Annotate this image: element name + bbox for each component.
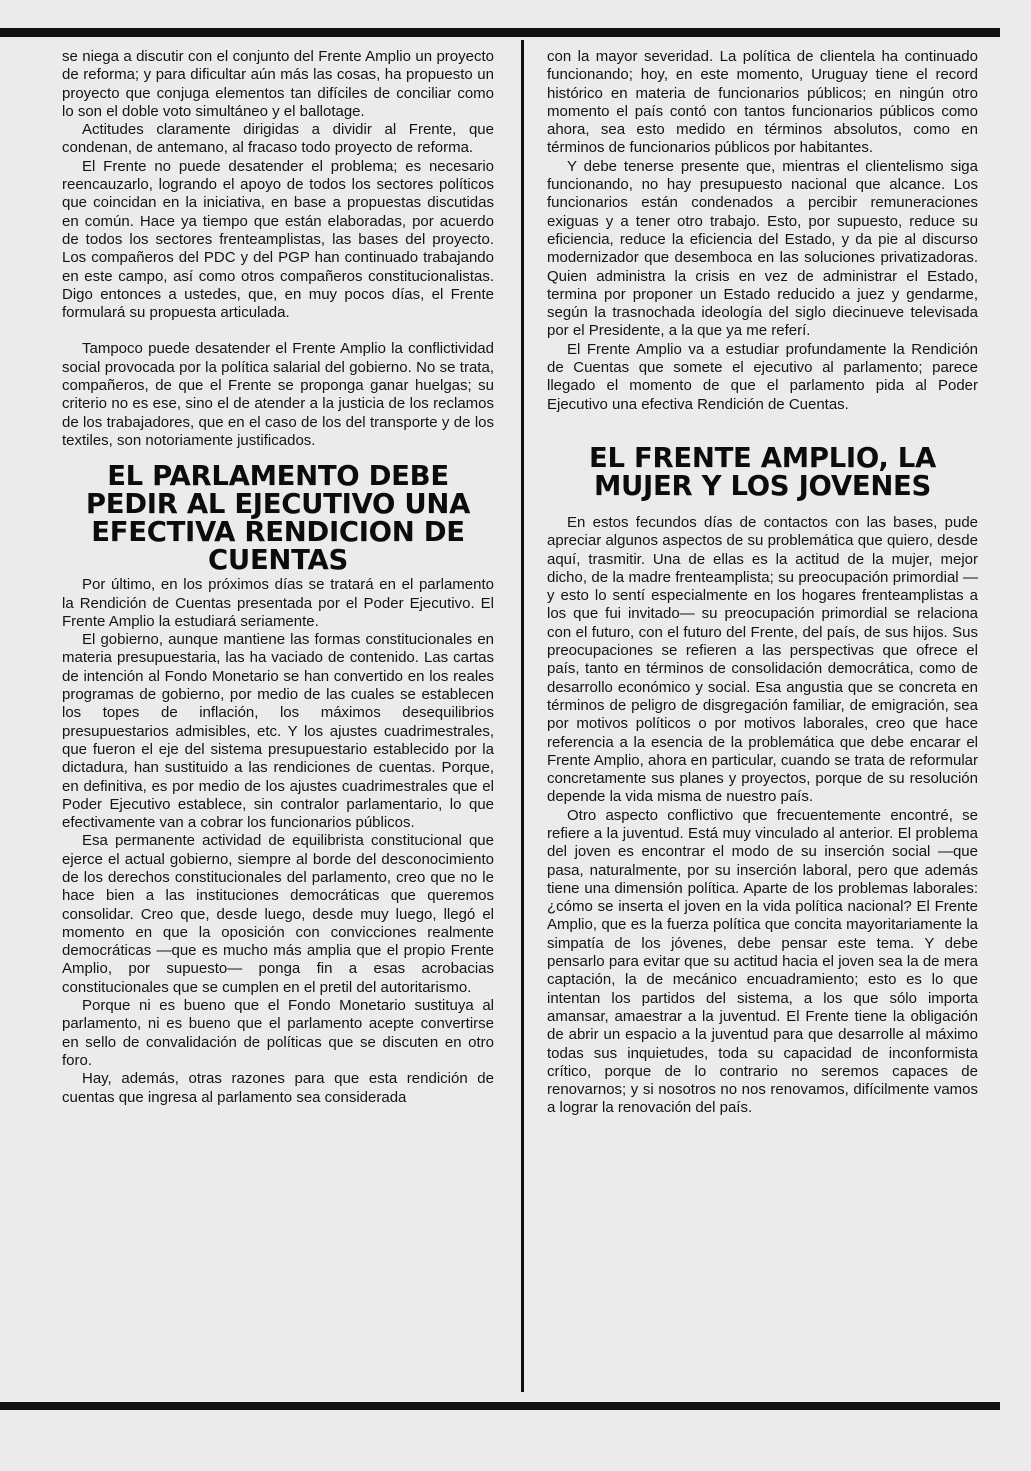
body-paragraph: El gobierno, aunque mantiene las formas constitucionales en materia presupuestaria, las ha vaciado de contenido. Las cartas de intención al Fondo Monetario se han convertido en los reales programas de gobierno, por medio de las cuales se establecen los topes de inflación, los máximos desequilibrios presupuestarios admisibles, etc. Y los ajustes cuadrimestrales, que fueron el eje del sistema presupuestario establecido por la dictadura, han sustituido a las rendiciones de cuentas. Porque, en definitiva, es por medio de los ajustes cuadrimestrales que el Poder Ejecutivo establece, sin contralor parlamentario, lo que efectivamente van a cobrar los funcionarios públicos. bbox=[62, 631, 494, 832]
body-paragraph: El Frente Amplio va a estudiar profundamente la Rendición de Cuentas que somete el ejecutivo al parlamento; parece llegado el momento de que el parlamento pida al Poder Ejecutivo una efectiva Rendición de Cuentas. bbox=[547, 340, 978, 413]
body-paragraph: El Frente no puede desatender el problema; es necesario reencauzarlo, logrando el apoyo de todos los sectores políticos que coincidan en la iniciativa, en base a propuestas discutidas en común. Hace ya tiempo que están elaboradas, por acuerdo de todos los sectores frenteamplistas, las bases del proyecto. Los compañeros del PDC y del PGP han continuado trabajando en este campo, así como otros compañeros constitucionalistas. Digo entonces a ustedes, que, en muy pocos días, el Frente formulará su propuesta articulada. bbox=[62, 157, 494, 322]
column-divider bbox=[521, 40, 524, 1392]
body-paragraph: Tampoco puede desatender el Frente Amplio la conflictividad social provocada por la política salarial del gobierno. No se trata, compañeros, de que el Frente se proponga ganar huelgas; su criterio no es ese, sino el de atender a la justicia de los reclamos de los trabajadores, que en el caso de los del transporte y de los textiles, son notoriamente justificados. bbox=[62, 340, 494, 449]
body-paragraph: Porque ni es bueno que el Fondo Monetario sustituya al parlamento, ni es bueno que el parlamento acepte convertirse en sello de convalidación de políticas que se discuten en otro foro. bbox=[62, 997, 494, 1069]
body-paragraph: con la mayor severidad. La política de clientela ha continuado funcionando; hoy, en este momento, Uruguay tiene el record histórico en materia de funcionarios públicos; en ningún otro momento el país contó con tantos funcionarios públicos como ahora, sea esto medido en términos absolutos, como en términos de funcionarios públicos por habitantes. bbox=[547, 48, 978, 157]
body-paragraph: Por último, en los próximos días se tratará en el parlamento la Rendición de Cuentas presentada por el Poder Ejecutivo. El Frente Amplio la estudiará seriamente. bbox=[62, 576, 494, 630]
body-paragraph: se niega a discutir con el conjunto del Frente Amplio un proyecto de reforma; y para dificultar aún más las cosas, ha propuesto un proyecto que conjuga elementos tan difíciles de conciliar como lo son el doble voto simultáneo y el ballotage. bbox=[62, 48, 494, 120]
body-paragraph: Hay, además, otras razones para que esta rendición de cuentas que ingresa al parlamento sea considerada bbox=[62, 1070, 494, 1106]
body-paragraph: En estos fecundos días de contactos con las bases, pude apreciar algunos aspectos de su problemática que quiero, desde aquí, trasmitir. Una de ellas es la actitud de la mujer, mejor dicho, de la madre frenteamplista; su preocupación primordial —y esto lo sentí especialmente en los hogares frenteamplistas a los que fui invitado— su preocupación primordial se relaciona con el futuro, con el futuro del Frente, del país, de sus hijos. Sus preocupaciones se refieren a las perspectivas que ofrece el país, tanto en términos de consolidación democrática, como de desarrollo económico y social. Esa angustia que se concreta en términos de peligro de disgregación familiar, de emigración, sea por motivos políticos o por motivos laborales, creo que hace referencia a la esencia de la problemática que debe encarar el Frente Amplio, ahora en particular, cuando se trata de reformular concretamente sus planes y proyectos, porque de su resolución depende la vida misma de nuestro país. bbox=[547, 513, 978, 806]
section-headline: EL FRENTE AMPLIO, LA MUJER Y LOS JOVENES bbox=[589, 441, 936, 502]
right-column bbox=[547, 48, 978, 1118]
body-paragraph: Actitudes claramente dirigidas a dividir al Frente, que condenan, de antemano, al fracaso todo proyecto de reforma. bbox=[62, 121, 494, 157]
left-column bbox=[62, 48, 494, 1107]
section-headline: EL PARLAMENTO DEBE PEDIR AL EJECUTIVO UNA EFECTIVA RENDICION DE CUENTAS bbox=[85, 460, 471, 577]
body-paragraph: Otro aspecto conflictivo que frecuentemente encontré, se refiere a la juventud. Está muy vinculado al anterior. El problema del joven es encontrar el modo de su inserción social —que pasa, naturalmente, por su inserción laboral, pero que además tiene una dimensión política. Aparte de los problemas laborales: ¿cómo se inserta el joven en la vida política nacional? El Frente Amplio, que es la fuerza política que concita mayoritariamente la simpatía de los jóvenes, debe pensar este tema. Y debe pensarlo para evitar que su actitud hacia el joven sea la de mera captación, la de mecánico encuadramiento; esto es lo que intentan los partidos del sistema, a los que sólo importa amansar, amaestrar a la juventud. El Frente tiene la obligación de abrir un espacio a la juventud para que desarrolle al máximo todas sus inquietudes, toda su capacidad de inconformista crítico, porque de lo contrario no seremos capaces de renovarnos; y si nosotros no nos renovamos, difícilmente vamos a lograr la renovación del país. bbox=[547, 806, 978, 1117]
body-paragraph: Y debe tenerse presente que, mientras el clientelismo siga funcionando, no hay presupuesto nacional que alcance. Los funcionarios están condenados a percibir remuneraciones exiguas y a tener otro trabajo. Esto, por supuesto, reduce su eficiencia, reduce la eficiencia del Estado, y da pie al discurso modernizador que desemboca en las soluciones privatizadoras. Quien administra la crisis en vez de administrar el Estado, termina por proponer un Estado reducido a juez y gendarme, según la trasnochada ideología del siglo diecinueve televisada por el Presidente, a la que ya me referí. bbox=[547, 157, 978, 340]
top-rule bbox=[0, 28, 1000, 37]
body-paragraph: Esa permanente actividad de equilibrista constitucional que ejerce el actual gobierno, siempre al borde del desconocimiento de los derechos constitucionales del parlamento, creo que no le hace bien a las instituciones democráticas que queremos consolidar. Creo que, desde luego, desde muy luego, llegó el momento en que la oposición con convicciones realmente democráticas —que es mucho más amplia que el propio Frente Amplio, por supuesto— ponga fin a esas acrobacias constitucionales que se cumplen en el pretil del autoritarismo. bbox=[62, 832, 494, 996]
bottom-rule bbox=[0, 1402, 1000, 1410]
